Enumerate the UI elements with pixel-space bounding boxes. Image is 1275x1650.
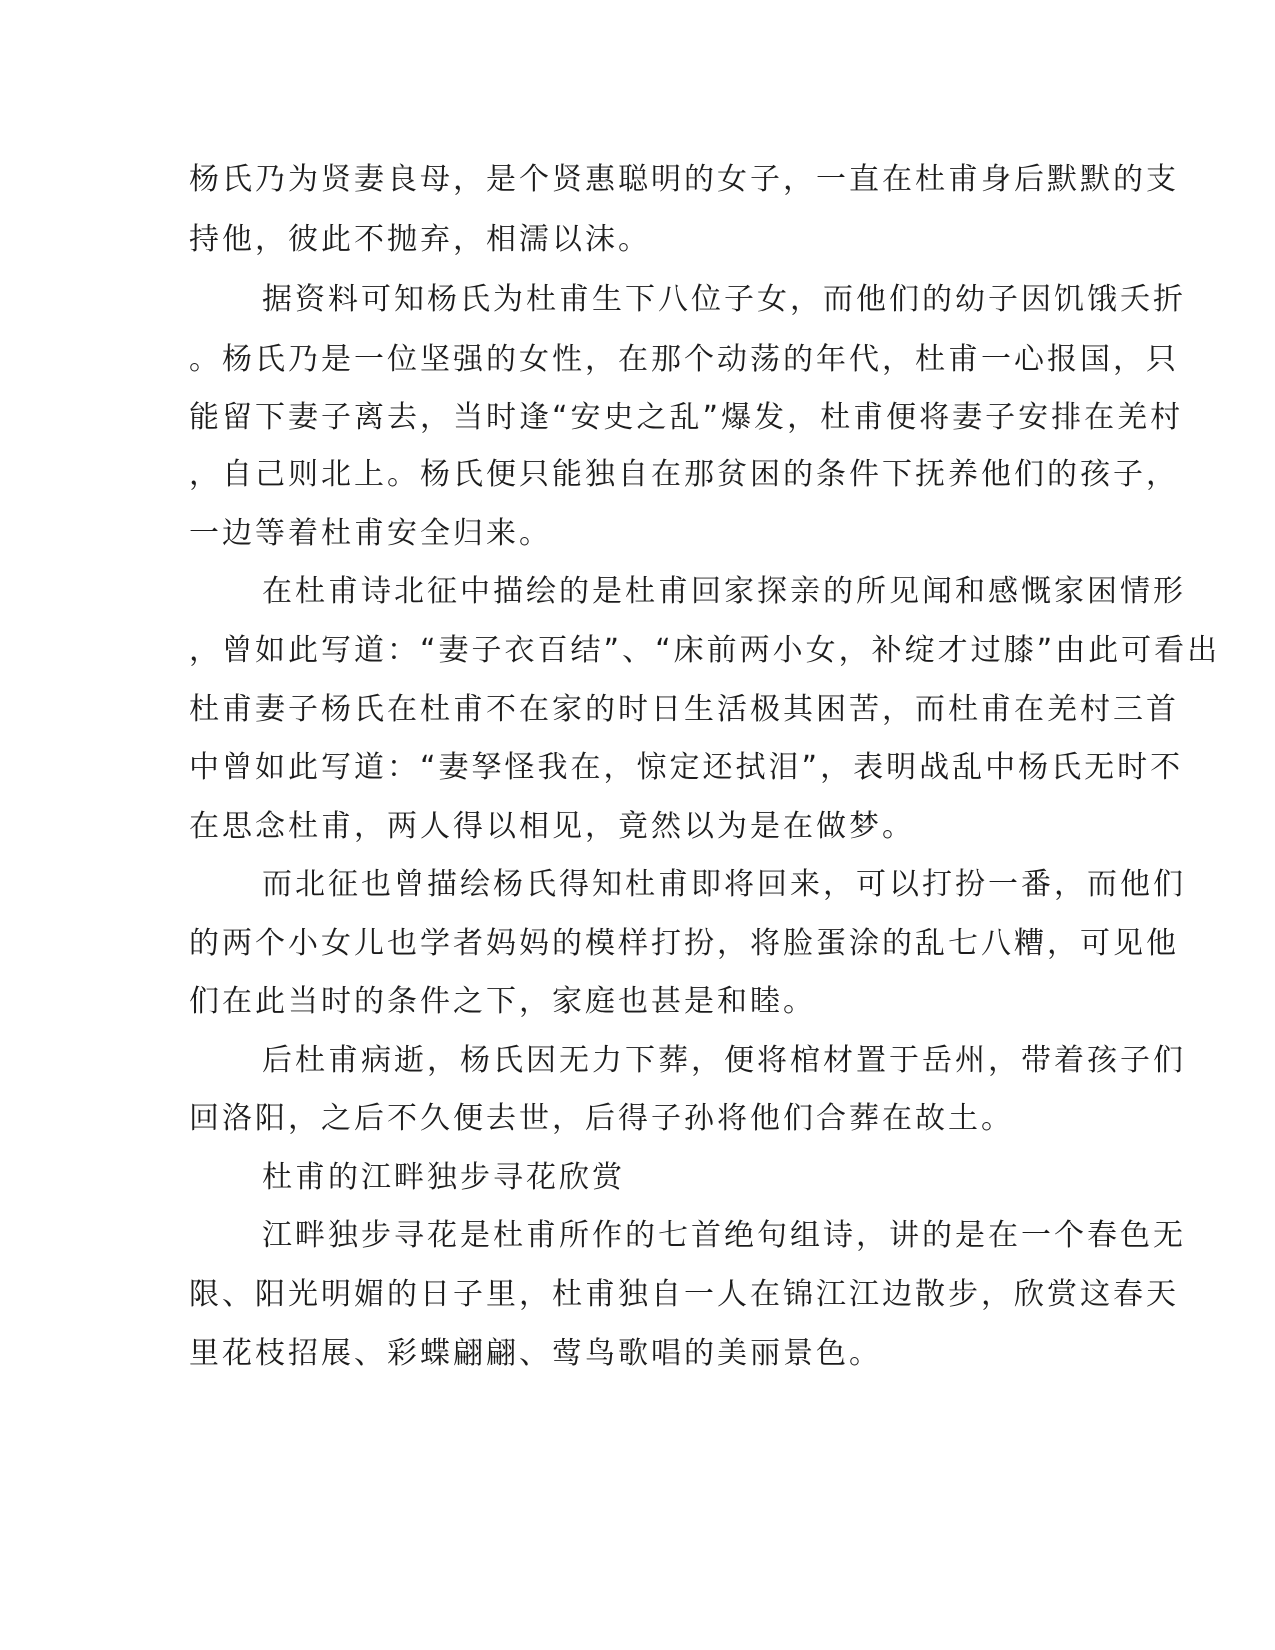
text-line: 们在此当时的条件之下，家庭也甚是和睦。 xyxy=(189,984,816,1019)
text-line: 江畔独步寻花是杜甫所作的七首绝句组诗，讲的是在一个春色无 xyxy=(262,1218,1186,1253)
text-line: 回洛阳，之后不久便去世，后得子孙将他们合葬在故土。 xyxy=(189,1101,1014,1136)
text-line: 杨氏乃为贤妻良母，是个贤惠聪明的女子，一直在杜甫身后默默的支 xyxy=(189,162,1179,197)
text-line: 后杜甫病逝，杨氏因无力下葬，便将棺材置于岳州，带着孩子们 xyxy=(262,1043,1186,1078)
section-heading: 杜甫的江畔独步寻花欣赏 xyxy=(262,1160,625,1195)
text-line: ，自己则北上。杨氏便只能独自在那贫困的条件下抚养他们的孩子， xyxy=(189,457,1179,492)
text-line: 据资料可知杨氏为杜甫生下八位子女，而他们的幼子因饥饿夭折 xyxy=(262,282,1186,317)
text-line: ，曾如此写道：“妻子衣百结”、“床前两小女，补绽才过膝”由此可看出 xyxy=(189,633,1221,668)
text-line: 。杨氏乃是一位坚强的女性，在那个动荡的年代，杜甫一心报国，只 xyxy=(189,342,1179,377)
text-line: 而北征也曾描绘杨氏得知杜甫即将回来，可以打扮一番，而他们 xyxy=(262,867,1186,902)
text-line: 在思念杜甫，两人得以相见，竟然以为是在做梦。 xyxy=(189,809,915,844)
text-line: 限、阳光明媚的日子里，杜甫独自一人在锦江江边散步，欣赏这春天 xyxy=(189,1277,1179,1312)
text-line: 杜甫妻子杨氏在杜甫不在家的时日生活极其困苦，而杜甫在羌村三首 xyxy=(189,692,1179,727)
text-line: 能留下妻子离去，当时逢“安史之乱”爆发，杜甫便将妻子安排在羌村 xyxy=(189,400,1184,435)
text-line: 中曾如此写道：“妻孥怪我在，惊定还拭泪”，表明战乱中杨氏无时不 xyxy=(189,750,1184,785)
text-line: 里花枝招展、彩蝶翩翩、莺鸟歌唱的美丽景色。 xyxy=(189,1336,882,1371)
text-line: 一边等着杜甫安全归来。 xyxy=(189,516,552,551)
text-line: 的两个小女儿也学者妈妈的模样打扮，将脸蛋涂的乱七八糟，可见他 xyxy=(189,926,1179,961)
text-line: 持他，彼此不抛弃，相濡以沫。 xyxy=(189,222,651,257)
text-line: 在杜甫诗北征中描绘的是杜甫回家探亲的所见闻和感慨家困情形 xyxy=(262,574,1186,609)
